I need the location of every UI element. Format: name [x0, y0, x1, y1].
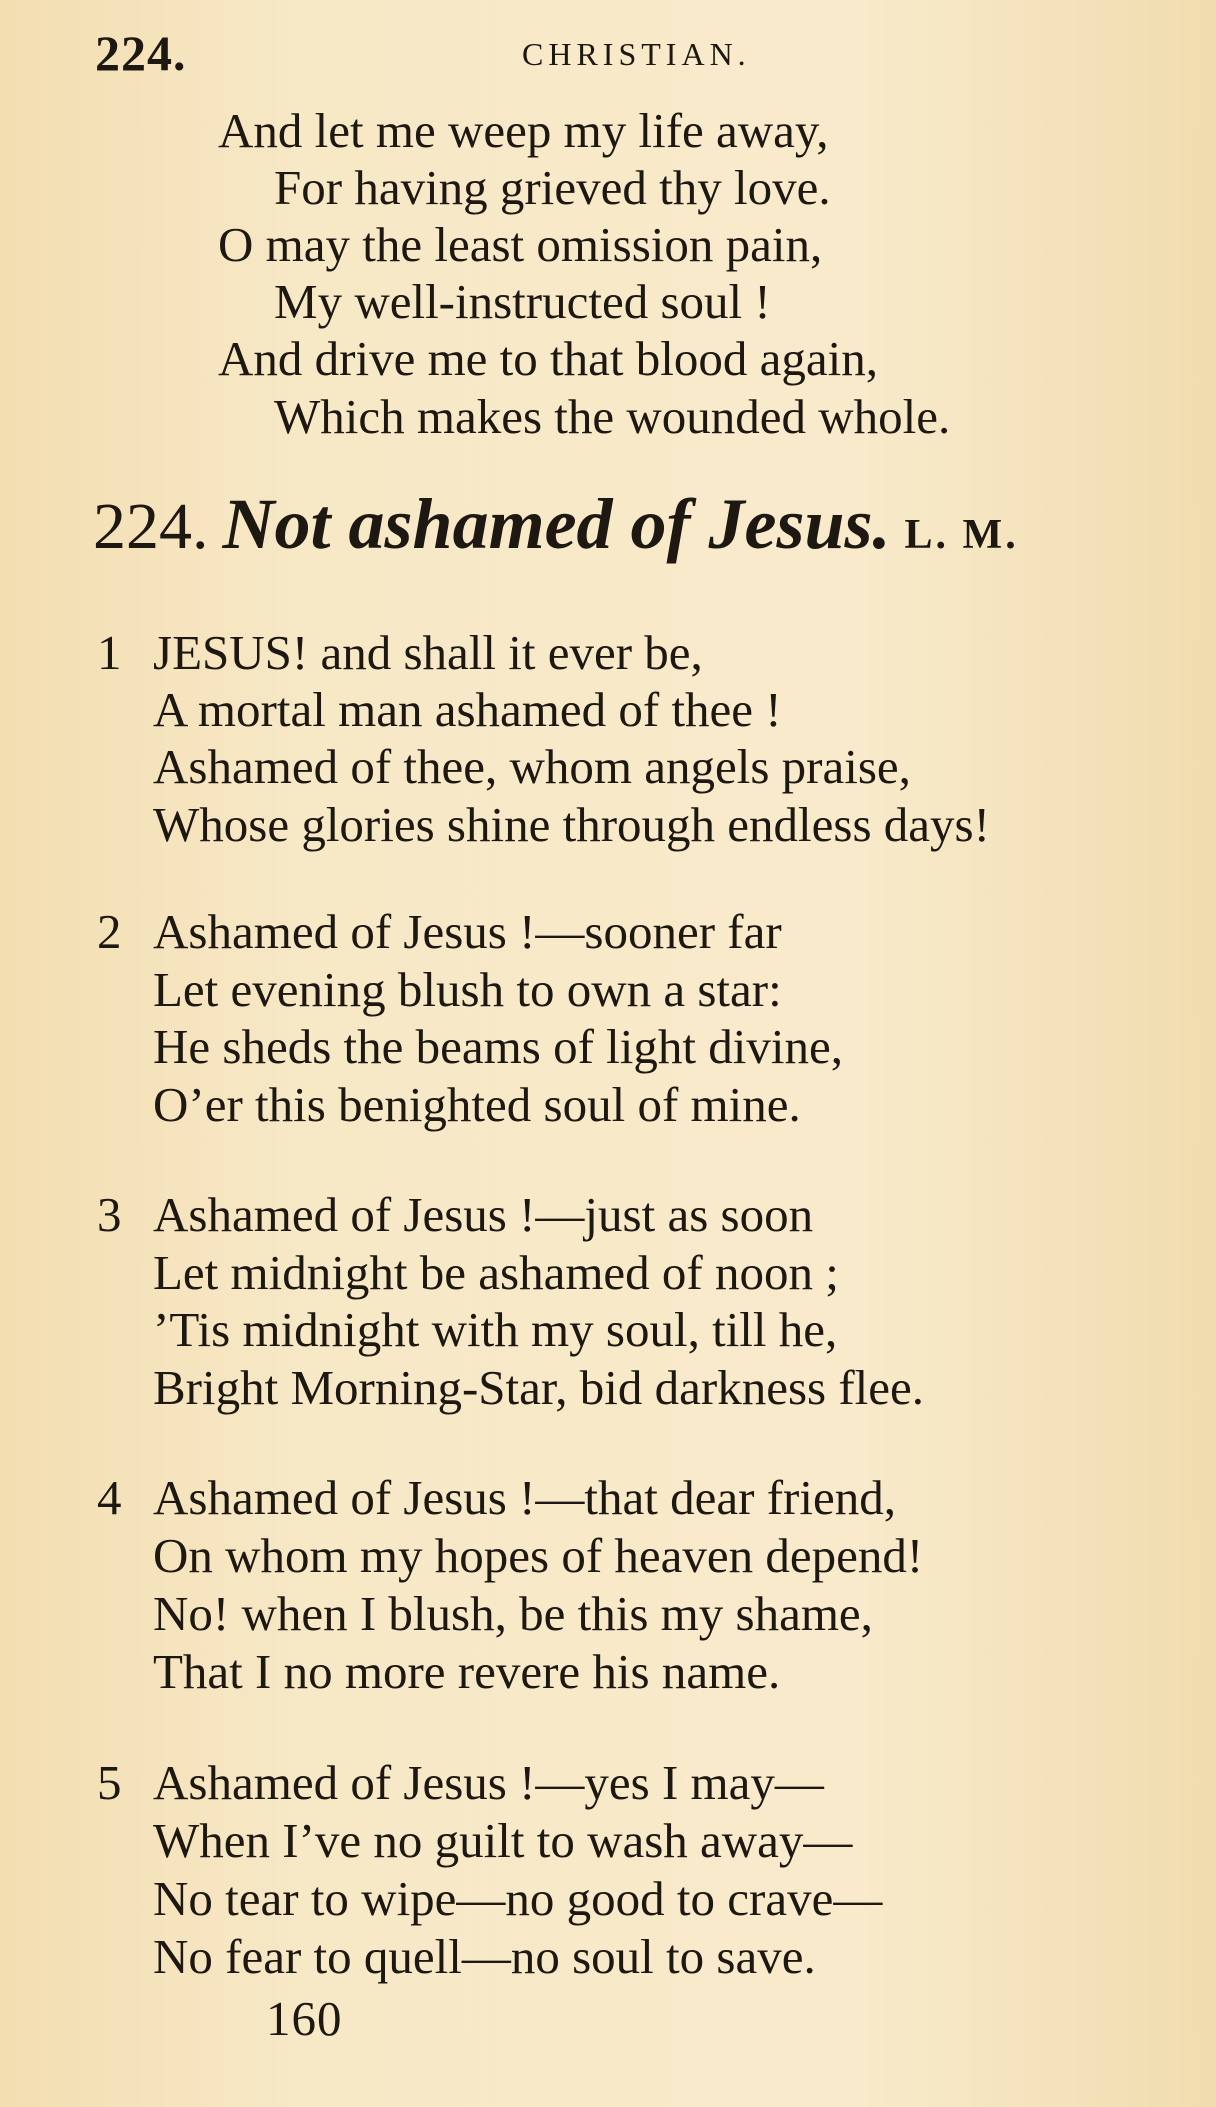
- verse-line: Ashamed of Jesus !—just as soon: [153, 1187, 814, 1242]
- hymn-title: Not ashamed of Jesus.: [222, 484, 891, 564]
- verse-line: Ashamed of Jesus !—that dear friend,: [153, 1470, 896, 1525]
- verse-line: Let midnight be ashamed of noon ;: [153, 1245, 839, 1300]
- verse-line: ’Tis midnight with my soul, till he,: [153, 1302, 838, 1357]
- verse-line: On whom my hopes of heaven depend!: [153, 1528, 924, 1583]
- verse-line: My well-instructed soul !: [274, 274, 771, 329]
- stanza-number: 5: [97, 1755, 122, 1810]
- stanza-number: 4: [97, 1470, 122, 1525]
- verse-line: For having grieved thy love.: [274, 160, 831, 215]
- verse-line: When I’ve no guilt to wash away—: [153, 1813, 853, 1868]
- running-head: CHRISTIAN.: [522, 36, 751, 72]
- hymn-meter: L. M.: [904, 512, 1019, 558]
- verse-line: And drive me to that blood again,: [218, 331, 878, 386]
- stanza-number: 2: [97, 904, 122, 959]
- hymn-number: 224.: [93, 490, 209, 563]
- verse-line: That I no more revere his name.: [153, 1644, 781, 1699]
- verse-line: He sheds the beams of light divine,: [153, 1019, 843, 1074]
- verse-line: Bright Morning-Star, bid darkness flee.: [153, 1360, 925, 1415]
- verse-line: No fear to quell—no soul to save.: [153, 1929, 816, 1984]
- stanza-number: 3: [97, 1187, 122, 1242]
- hymn-heading: [93, 484, 1019, 564]
- verse-line: And let me weep my life away,: [218, 103, 829, 158]
- verse-line: A mortal man ashamed of thee !: [153, 682, 782, 737]
- verse-line: Ashamed of Jesus !—sooner far: [153, 904, 782, 959]
- verse-line: Ashamed of thee, whom angels praise,: [153, 739, 911, 794]
- verse-line: O’er this benighted soul of mine.: [153, 1077, 801, 1132]
- verse-line: Ashamed of Jesus !—yes I may—: [153, 1755, 824, 1810]
- verse-line: No tear to wipe—no good to crave—: [153, 1871, 883, 1926]
- stanza-number: 1: [97, 625, 122, 680]
- verse-line: O may the least omission pain,: [218, 217, 823, 272]
- page-number: 224.: [95, 25, 187, 81]
- verse-line: JESUS! and shall it ever be,: [153, 625, 703, 680]
- verse-line: Which makes the wounded whole.: [274, 389, 951, 444]
- verse-line: Whose glories shine through endless days!: [153, 797, 990, 852]
- folio-number: 160: [266, 1991, 343, 2046]
- page-header: [0, 24, 1216, 84]
- verse-line: Let evening blush to own a star:: [153, 962, 782, 1017]
- verse-line: No! when I blush, be this my shame,: [153, 1586, 873, 1641]
